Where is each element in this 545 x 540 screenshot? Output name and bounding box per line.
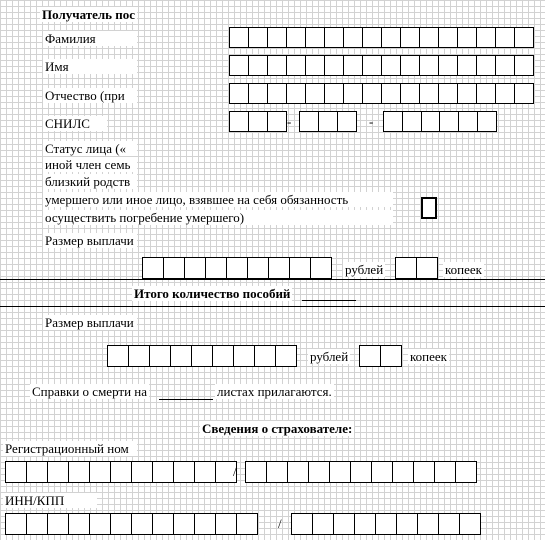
payment2-rubles-field[interactable] <box>107 345 296 367</box>
name-label: Имя <box>43 59 137 74</box>
reg-number-label: Регистрационный ном <box>3 441 137 456</box>
surname-label: Фамилия <box>43 31 137 46</box>
total-label: Итого количество пособий <box>134 286 291 301</box>
payment2-kop-label: копеек <box>410 349 447 364</box>
status-checkbox[interactable] <box>421 197 437 219</box>
status-line-2: иной член семь <box>43 157 137 172</box>
reg-number-slash: / <box>233 464 237 479</box>
snils-group-3[interactable] <box>383 111 440 132</box>
snils-group-1[interactable] <box>229 111 286 132</box>
divider <box>0 279 545 280</box>
certificates-count-line[interactable] <box>159 399 213 400</box>
kpp-field[interactable] <box>291 513 480 535</box>
snils-label: СНИЛС <box>43 116 107 131</box>
status-line-3: близкий родств <box>43 174 137 189</box>
certificates-prefix: Справки о смерти на <box>32 384 148 399</box>
inn-kpp-label: ИНН/КПП <box>3 493 97 508</box>
divider <box>0 306 545 307</box>
payment1-rub-label: рублей <box>345 262 384 277</box>
payment1-rubles-field[interactable] <box>142 257 331 279</box>
surname-field[interactable] <box>229 27 533 48</box>
certificates-suffix: листах прилагаются. <box>217 384 332 399</box>
payment2-label: Размер выплачи <box>43 315 137 330</box>
snils-group-2[interactable] <box>299 111 356 132</box>
payment2-rub-label: рублей <box>310 349 349 364</box>
insurer-heading: Сведения о страхователе: <box>202 421 353 436</box>
status-line-4: умершего или иное лицо, взявшее на себя обязанность <box>43 192 393 207</box>
payment2-kopeks-field[interactable] <box>359 345 401 367</box>
reg-number-field-2[interactable] <box>245 461 476 483</box>
total-input-line[interactable] <box>302 300 356 301</box>
status-line-5: осуществить погребение умершего) <box>43 210 393 225</box>
snils-control[interactable] <box>439 111 496 132</box>
patronymic-field[interactable] <box>229 83 533 104</box>
snils-separator: - <box>287 114 292 129</box>
patronymic-label: Отчество (при <box>43 88 137 103</box>
payment1-kopeks-field[interactable] <box>395 257 437 279</box>
payment1-kop-label: копеек <box>445 262 482 277</box>
status-line-1: Статус лица (« <box>43 141 137 156</box>
inn-kpp-slash: / <box>278 516 282 531</box>
inn-field[interactable] <box>5 513 257 535</box>
reg-number-field[interactable] <box>5 461 236 483</box>
name-field[interactable] <box>229 55 533 76</box>
payment1-label: Размер выплачи <box>43 233 137 248</box>
recipient-heading: Получатель пос <box>42 7 136 22</box>
snils-separator: - <box>369 114 374 129</box>
